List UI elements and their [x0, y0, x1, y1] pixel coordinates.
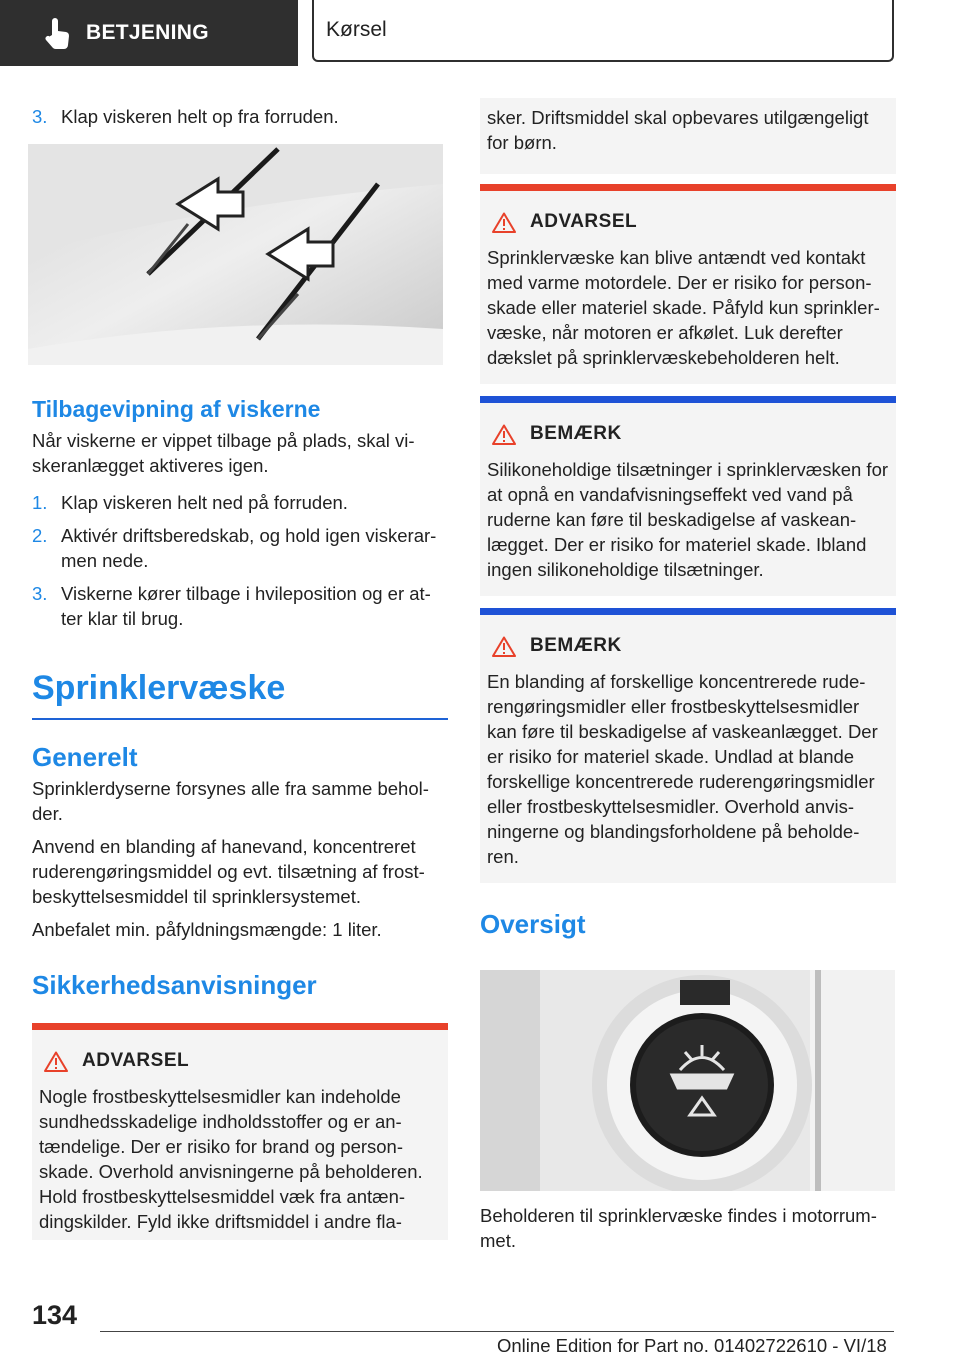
warning-box-continued [480, 98, 896, 174]
warning-text: Sprinklervæske kan blive antændt ved kontakt med varme motordele. Der er risiko for person-skade eller materiel skade. Påfyld kun sprinkler-væske, når motoren er afkølet. Luk derefter dækslet på sprinklervæskebeholderen helt. [487, 247, 880, 368]
notice-icon [492, 424, 516, 445]
footer-divider [100, 1331, 894, 1332]
step-number: 1. [32, 492, 48, 513]
notice-label: BEMÆRK [530, 423, 622, 444]
section-heading: Generelt [32, 742, 138, 772]
warning-box [32, 1023, 448, 1240]
section-heading: Tilbagevipning af viskerne [32, 396, 321, 422]
warning-bar [480, 184, 896, 191]
warning-title [44, 1050, 448, 1072]
list-item [32, 581, 448, 631]
step-number: 3. [32, 106, 48, 127]
list-item [32, 104, 448, 129]
chapter-heading: Sprinklervæske [32, 669, 286, 707]
warning-bar [32, 1023, 448, 1030]
heading-rule [32, 718, 448, 720]
edition-text: Online Edition for Part no. 01402722610 - VI/18 [497, 1335, 887, 1356]
paragraph: Anbefalet min. påfyldningsmængde: 1 liter. [32, 919, 382, 940]
warning-label: ADVARSEL [82, 1050, 190, 1071]
chapter-tab [312, 0, 894, 62]
notice-text: Silikoneholdige tilsætninger i sprinklervæsken for at opnå en vandafvisningseffekt ved vand på ruderne kan føre til beskadigelse af vaskean-lægget. Der er risiko for materiel skade. Ibland ingen silikoneholdige tilsætninger. [487, 459, 889, 580]
step-text: Klap viskeren helt op fra forruden. [61, 106, 339, 127]
notice-box [480, 608, 896, 883]
warning-label: ADVARSEL [530, 211, 638, 232]
image-caption: Beholderen til sprinklervæske findes i motorrum-met. [480, 1205, 877, 1251]
paragraph: Anvend en blanding af hanevand, koncentreret ruderengøringsmiddel og evt. tilsætning af frost-beskyttelsesmiddel til sprinklersystemet. [32, 836, 425, 907]
notice-title [492, 423, 896, 445]
step-text: Aktivér driftsberedskab, og hold igen viskerar-men nede. [61, 525, 437, 571]
list-item [32, 523, 448, 573]
left-column [32, 104, 448, 129]
caption-block [480, 1203, 896, 1253]
notice-label: BEMÆRK [530, 635, 622, 656]
step-list [32, 490, 448, 631]
list-item [32, 490, 448, 515]
notice-title [492, 635, 896, 657]
notice-bar [480, 608, 896, 615]
section-label: BETJENING [86, 21, 209, 44]
page-number: 134 [32, 1300, 78, 1330]
step-number: 3. [32, 583, 48, 604]
step-text: Viskerne kører tilbage i hvileposition og er at-ter klar til brug. [61, 583, 431, 629]
paragraph: Sprinklerdyserne forsynes alle fra samme behol-der. [32, 778, 429, 824]
notice-text: En blanding af forskellige koncentrerede rude-rengøringsmidler eller frostbeskyttelsesmidler kan føre til beskadigelse af vaskeanlægget. Der er risiko for materiel skade. Undlad at blande forskellige koncentrerede ruderengøringsmidler eller frostbeskyttelsesmidler. Overhold anvis-ningerne og blandingsforholdene på beholde-ren. [487, 671, 878, 867]
warning-text: Nogle frostbeskyttelsesmidler kan indeholde sundhedsskadelige indholdsstoffer og er an-tændelige. Der er risiko for brand og person-skade. Overhold anvisningerne på beholderen. Hold frostbeskyttelsesmiddel væk fra antæn-dingskilder. Fyld ikke driftsmiddel i andre fla- [39, 1086, 423, 1232]
right-column [480, 98, 896, 940]
chapter-label: Kørsel [326, 18, 387, 41]
wiper-photo [28, 144, 443, 365]
warning-box [480, 184, 896, 384]
tilbage-section [32, 396, 448, 1240]
warning-title [492, 211, 896, 233]
warning-text: sker. Driftsmiddel skal opbevares utilgængeligt for børn. [487, 107, 869, 153]
warning-icon [492, 212, 516, 233]
notice-icon [492, 636, 516, 657]
hand-touch-icon [38, 13, 78, 53]
reservoir-cap-photo [480, 970, 895, 1191]
notice-box [480, 396, 896, 596]
section-heading: Sikkerhedsanvisninger [32, 970, 317, 1000]
section-tab [0, 0, 298, 66]
notice-bar [480, 396, 896, 403]
warning-icon [44, 1051, 68, 1072]
step-text: Klap viskeren helt ned på forruden. [61, 492, 348, 513]
step-number: 2. [32, 525, 48, 546]
section-heading: Oversigt [480, 909, 586, 939]
paragraph: Når viskerne er vippet tilbage på plads, skal vi-skeranlægget aktiveres igen. [32, 430, 415, 476]
